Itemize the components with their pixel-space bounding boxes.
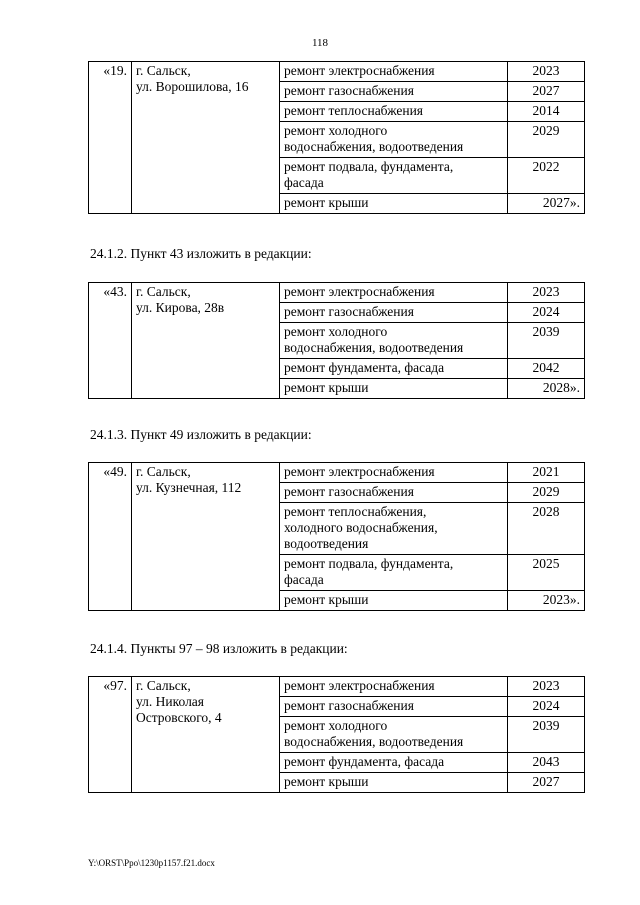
year-cell: 2027». [508,194,585,214]
year-cell: 2039 [508,717,585,753]
address-line: г. Сальск, [136,63,191,78]
year-cell: 2029 [508,483,585,503]
table-item-49 [88,462,585,611]
year-cell: 2023 [508,677,585,697]
work-text: водоотведения [284,536,369,551]
work-cell [280,717,508,753]
address-cell [132,463,280,611]
address-line: г. Сальск, [136,284,191,299]
address-cell [132,677,280,793]
work-cell [280,122,508,158]
work-text: водоснабжения, водоотведения [284,139,464,154]
address-line: г. Сальск, [136,678,191,693]
work-text: ремонт теплоснабжения [284,103,424,118]
year-cell: 2029 [508,122,585,158]
work-text: ремонт холодного [284,718,388,733]
work-text: ремонт фундамента, фасада [284,754,445,769]
work-cell [280,591,508,611]
work-text: ремонт газоснабжения [284,304,414,319]
address-line: г. Сальск, [136,464,191,479]
work-text: ремонт подвала, фундамента, [284,556,454,571]
address-line: ул. Николая [136,694,205,709]
work-cell [280,697,508,717]
year-cell: 2021 [508,463,585,483]
work-text: ремонт холодного [284,324,388,339]
year-cell: 2043 [508,753,585,773]
work-text: ремонт газоснабжения [284,83,414,98]
work-cell [280,323,508,359]
year-cell: 2039 [508,323,585,359]
work-text: ремонт электроснабжения [284,464,435,479]
item-number: «43. [89,283,132,399]
work-text: водоснабжения, водоотведения [284,734,464,749]
work-cell [280,62,508,82]
work-text: ремонт крыши [284,592,369,607]
address-line: ул. Кузнечная, 112 [136,480,242,495]
item-number: «97. [89,677,132,793]
paragraph: 24.1.3. Пункт 49 изложить в редакции: [90,427,312,442]
table-row [89,677,585,697]
work-text: ремонт холодного [284,123,388,138]
year-cell: 2014 [508,102,585,122]
work-text: ремонт газоснабжения [284,698,414,713]
year-cell: 2024 [508,303,585,323]
work-cell [280,555,508,591]
table-row [89,283,585,303]
work-cell [280,158,508,194]
address-cell [132,62,280,214]
work-text: ремонт электроснабжения [284,63,435,78]
work-cell [280,483,508,503]
year-cell: 2023». [508,591,585,611]
work-cell [280,503,508,555]
year-cell: 2042 [508,359,585,379]
year-cell: 2027 [508,773,585,793]
work-text: ремонт крыши [284,774,369,789]
address-cell [132,283,280,399]
table-item-19 [88,61,585,214]
work-text: ремонт крыши [284,380,369,395]
table-item-43 [88,282,585,399]
item-number: «19. [89,62,132,214]
work-text: ремонт крыши [284,195,369,210]
work-text: ремонт электроснабжения [284,284,435,299]
year-cell: 2022 [508,158,585,194]
work-text: фасада [284,175,324,190]
work-text: фасада [284,572,324,587]
work-cell [280,773,508,793]
footer-file-path: Y:\ORST\Ppo\1230p1157.f21.docx [88,858,215,868]
year-cell: 2023 [508,283,585,303]
year-cell: 2027 [508,82,585,102]
work-text: ремонт теплоснабжения, [284,504,427,519]
work-text: холодного водоснабжения, [284,520,438,535]
work-cell [280,283,508,303]
year-cell: 2028 [508,503,585,555]
year-cell: 2028». [508,379,585,399]
year-cell: 2025 [508,555,585,591]
work-text: водоснабжения, водоотведения [284,340,464,355]
work-text: ремонт подвала, фундамента, [284,159,454,174]
work-text: ремонт электроснабжения [284,678,435,693]
page-number: 118 [311,37,329,49]
work-cell [280,677,508,697]
work-cell [280,194,508,214]
item-number: «49. [89,463,132,611]
work-cell [280,303,508,323]
address-line: ул. Кирова, 28в [136,300,225,315]
year-cell: 2024 [508,697,585,717]
work-cell [280,82,508,102]
table-item-97 [88,676,585,793]
work-cell [280,379,508,399]
table-row [89,62,585,82]
paragraph: 24.1.2. Пункт 43 изложить в редакции: [90,246,312,261]
paragraph: 24.1.4. Пункты 97 – 98 изложить в редакции: [90,641,348,656]
address-line: Островского, 4 [136,710,222,725]
work-text: ремонт газоснабжения [284,484,414,499]
work-cell [280,359,508,379]
year-cell: 2023 [508,62,585,82]
work-cell [280,753,508,773]
work-cell [280,463,508,483]
work-cell [280,102,508,122]
address-line: ул. Ворошилова, 16 [136,79,249,94]
work-text: ремонт фундамента, фасада [284,360,445,375]
table-row [89,463,585,483]
